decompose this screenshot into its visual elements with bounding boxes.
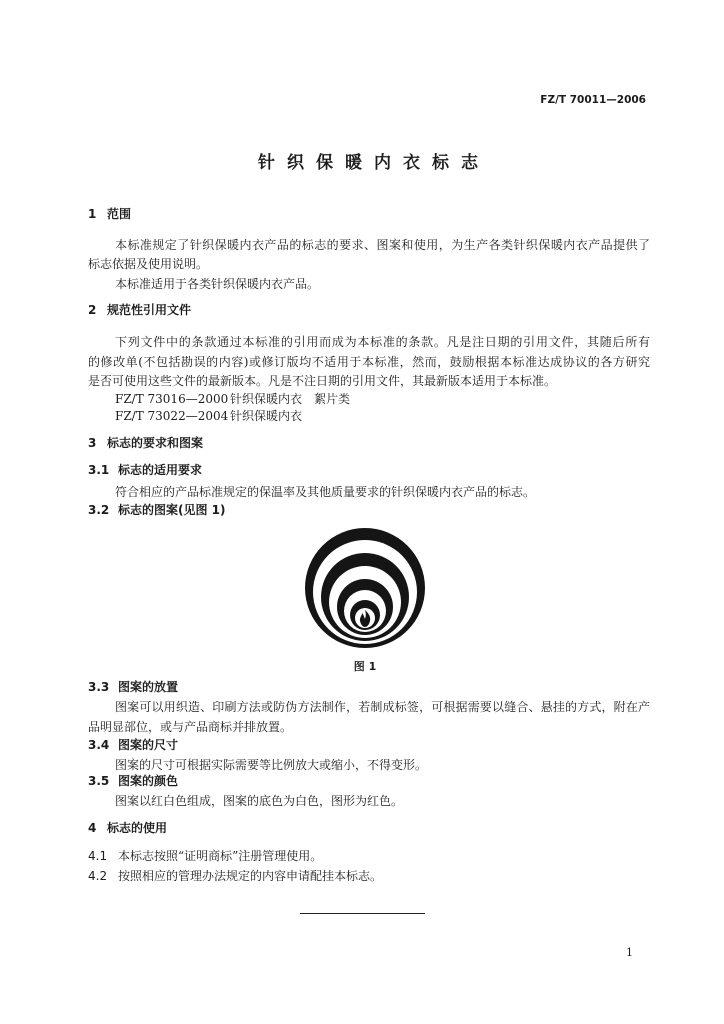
reference-2-title: 针织保暖内衣 [230, 409, 303, 423]
clause-3-5-heading: 图案的颜色 [118, 774, 179, 788]
clause-3-1-text: 符合相应的产品标准规定的保温率及其他质量要求的针织保暖内衣产品的标志。 [115, 485, 536, 499]
section-1-paragraph-1-line-1: 本标准规定了针织保暖内衣产品的标志的要求、图案和使用，为生产各类针织保暖内衣产品提供了 [115, 238, 650, 252]
section-4-heading: 标志的使用 [107, 821, 168, 835]
reference-2-code: FZ/T 73022—2004 [115, 409, 229, 423]
standard-code: FZ/T 70011—2006 [540, 94, 646, 106]
section-2-paragraph-line-2: 的修改单(不包括勘误的内容)或修订版均不适用于本标准，然而，鼓励根据本标准达成协议的各方研究 [88, 355, 650, 369]
clause-3-1-number: 3.1 [88, 463, 110, 477]
section-2-paragraph-line-3: 是否可使用这些文件的最新版本。凡是不注日期的引用文件，其最新版本适用于本标准。 [88, 374, 557, 388]
section-2-number: 2 [88, 303, 97, 317]
section-3-heading: 标志的要求和图案 [107, 436, 204, 450]
figure-1-caption: 图 1 [353, 660, 377, 673]
clause-3-4-heading: 图案的尺寸 [118, 738, 179, 752]
clause-3-5-number: 3.5 [88, 774, 110, 788]
clause-4-1-text: 本标志按照“证明商标”注册管理使用。 [118, 849, 323, 863]
clause-3-3-number: 3.3 [88, 680, 110, 694]
section-4-number: 4 [88, 821, 97, 835]
clause-4-1-number: 4.1 [88, 849, 108, 863]
reference-1-title: 针织保暖内衣 絮片类 [230, 392, 351, 406]
clause-4-2-text: 按照相应的管理办法规定的内容申请配挂本标志。 [118, 869, 383, 883]
section-1-paragraph-1-line-2: 标志依据及使用说明。 [88, 257, 209, 271]
concentric-rings-flame-mark-icon [295, 522, 435, 654]
section-2-paragraph-line-1: 下列文件中的条款通过本标准的引用而成为本标准的条款。凡是注日期的引用文件，其随后所有 [115, 335, 650, 349]
clause-3-4-text: 图案的尺寸可根据实际需要等比例放大或缩小，不得变形。 [115, 758, 428, 772]
clause-3-1-heading: 标志的适用要求 [118, 463, 203, 477]
clause-3-3-text-line-2: 品明显部位，或与产品商标并排放置。 [88, 720, 293, 734]
clause-3-2-number: 3.2 [88, 503, 110, 517]
reference-1-code: FZ/T 73016—2000 [115, 392, 229, 406]
page-number: 1 [626, 946, 633, 959]
section-3-number: 3 [88, 436, 97, 450]
document-title: 针织保暖内衣标志 [258, 153, 490, 173]
end-rule-divider [300, 913, 425, 914]
section-2-heading: 规范性引用文件 [107, 303, 192, 317]
section-1-heading: 范围 [107, 207, 132, 221]
clause-3-3-text-line-1: 图案可以用织造、印刷方法或防伪方法制作，若制成标签，可根据需要以缝合、悬挂的方式，附在产 [115, 700, 650, 714]
section-1-paragraph-2: 本标准适用于各类针织保暖内衣产品。 [115, 277, 320, 291]
section-1-number: 1 [88, 207, 97, 221]
clause-3-3-heading: 图案的放置 [118, 680, 179, 694]
clause-3-5-text: 图案以红白色组成，图案的底色为白色，图形为红色。 [115, 794, 404, 808]
clause-4-2-number: 4.2 [88, 869, 108, 883]
clause-3-4-number: 3.4 [88, 738, 110, 752]
clause-3-2-heading: 标志的图案(见图 1) [118, 503, 226, 517]
